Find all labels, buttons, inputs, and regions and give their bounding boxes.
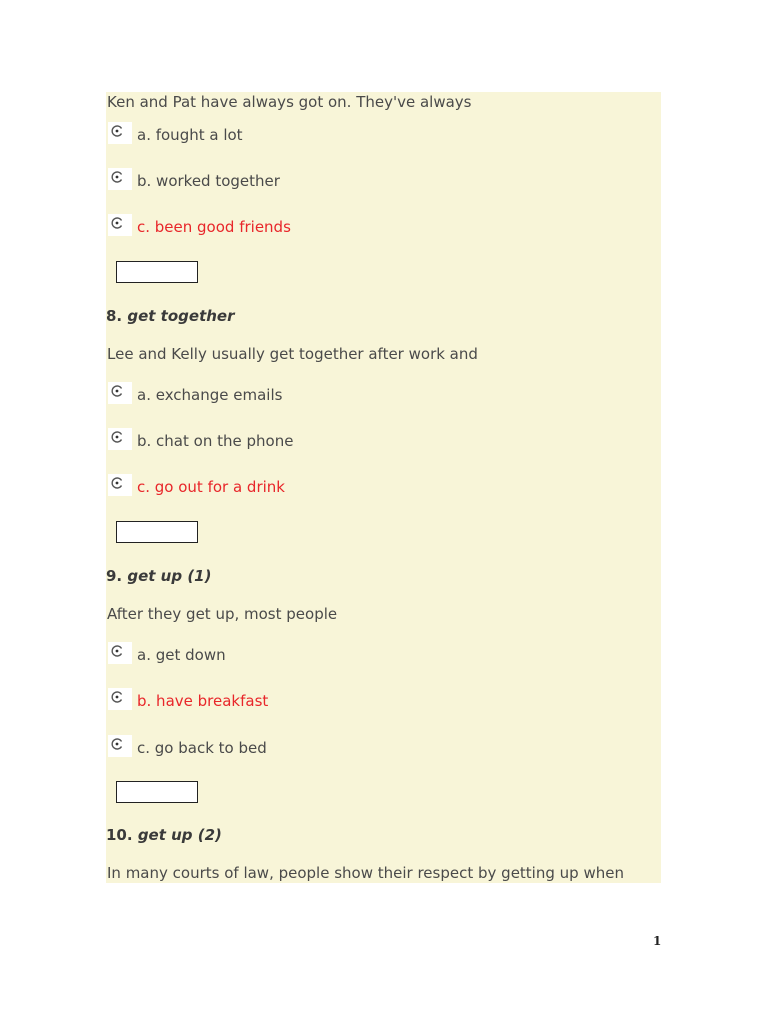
option-b[interactable] — [106, 168, 406, 192]
question-prompt: Lee and Kelly usually get together after work and — [107, 345, 478, 363]
option-label-correct: c. go out for a drink — [137, 478, 285, 496]
question-prompt: Ken and Pat have always got on. They've always — [107, 93, 472, 111]
question-keyword: get together — [127, 307, 235, 325]
radio-button-icon[interactable] — [108, 382, 132, 404]
question-title — [106, 567, 211, 585]
option-label: a. fought a lot — [137, 126, 243, 144]
option-a[interactable] — [106, 642, 406, 666]
option-a[interactable] — [106, 122, 406, 146]
option-b[interactable] — [106, 688, 406, 712]
option-c[interactable] — [106, 735, 406, 759]
question-keyword: get up (2) — [137, 826, 222, 844]
quiz-panel — [106, 92, 661, 883]
radio-button-icon[interactable] — [108, 642, 132, 664]
page-number: 1 — [653, 934, 662, 948]
option-label-correct: b. have breakfast — [137, 692, 269, 710]
option-b[interactable] — [106, 428, 406, 452]
option-label: b. worked together — [137, 172, 280, 190]
option-label: b. chat on the phone — [137, 432, 294, 450]
question-prompt: In many courts of law, people show their respect by getting up when — [107, 864, 624, 882]
answer-input[interactable] — [116, 261, 198, 283]
radio-button-icon[interactable] — [108, 168, 132, 190]
radio-button-icon[interactable] — [108, 122, 132, 144]
option-label-correct: c. been good friends — [137, 218, 291, 236]
question-title — [106, 307, 234, 325]
radio-button-icon[interactable] — [108, 428, 132, 450]
option-label: c. go back to bed — [137, 739, 267, 757]
question-number: 10. — [106, 826, 133, 844]
question-number: 8. — [106, 307, 123, 325]
option-a[interactable] — [106, 382, 406, 406]
radio-button-icon[interactable] — [108, 474, 132, 496]
option-label: a. exchange emails — [137, 386, 283, 404]
option-c[interactable] — [106, 214, 406, 238]
radio-button-icon[interactable] — [108, 214, 132, 236]
radio-button-icon[interactable] — [108, 688, 132, 710]
answer-input[interactable] — [116, 781, 198, 803]
question-title — [106, 826, 222, 844]
question-keyword: get up (1) — [127, 567, 212, 585]
radio-button-icon[interactable] — [108, 735, 132, 757]
option-c[interactable] — [106, 474, 406, 498]
option-label: a. get down — [137, 646, 226, 664]
question-prompt: After they get up, most people — [107, 605, 338, 623]
question-number: 9. — [106, 567, 123, 585]
answer-input[interactable] — [116, 521, 198, 543]
